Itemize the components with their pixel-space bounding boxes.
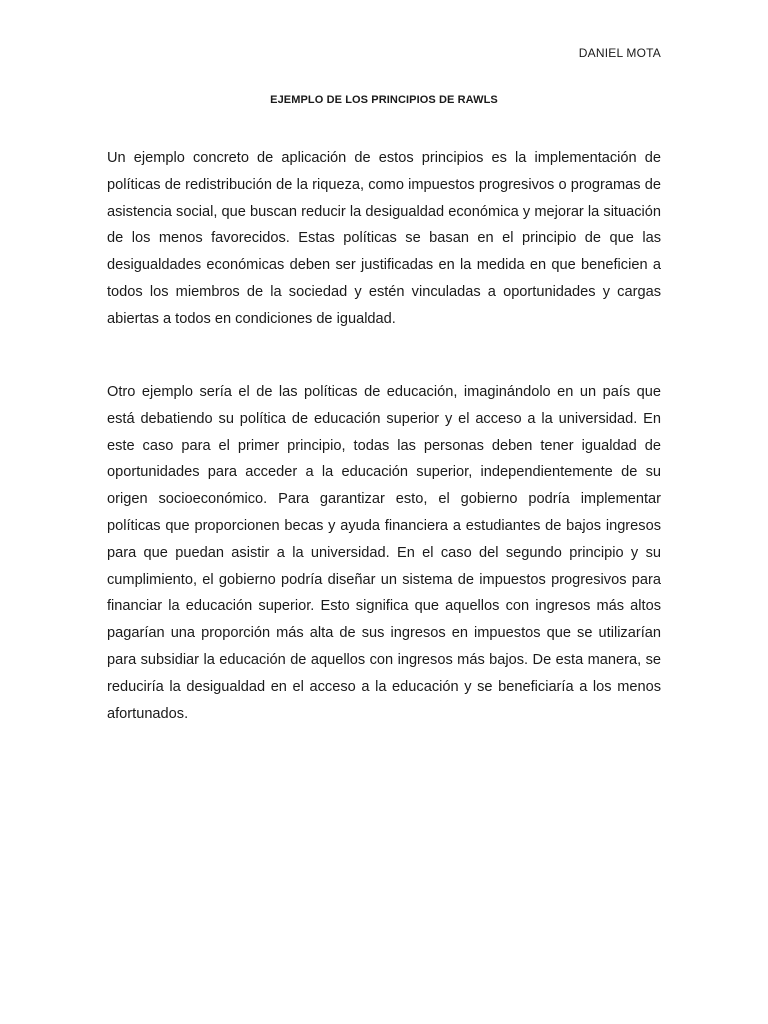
paragraph-2: Otro ejemplo sería el de las políticas de educación, imaginándolo en un país que está debatiendo su política de educación superior y el acceso a la universidad. En este caso para el primer principio, todas las personas deben tener igualdad de oportunidades para acceder a la educación superior, independientemente de su origen socioeconómico. Para garantizar esto, el gobierno podría implementar políticas que proporcionen becas y ayuda financiera a estudiantes de bajos ingresos para que puedan asistir a la universidad. En el caso del segundo principio y su cumplimiento, el gobierno podría diseñar un sistema de impuestos progresivos para financiar la educación superior. Esto significa que aquellos con ingresos más altos pagarían una proporción más alta de sus ingresos en impuestos que se utilizarían para subsidiar la educación de aquellos con ingresos más bajos. De esta manera, se reduciría la desigualdad en el acceso a la educación y se beneficiaría a los menos afortunados.: [107, 384, 661, 722]
document-title: EJEMPLO DE LOS PRINCIPIOS DE RAWLS: [270, 94, 498, 106]
paragraph-1: Un ejemplo concreto de aplicación de estos principios es la implementación de políticas de redistribución de la riqueza, como impuestos progresivos o programas de asistencia social, que buscan reducir la desigualdad económica y mejorar la situación de los menos favorecidos. Estas políticas se basan en el principio de que las desigualdades económicas deben ser justificadas en la medida en que beneficien a todos los miembros de la sociedad y estén vinculadas a oportunidades y cargas abiertas a todos en condiciones de igualdad.: [107, 150, 661, 327]
author-name: DANIEL MOTA: [578, 46, 661, 60]
